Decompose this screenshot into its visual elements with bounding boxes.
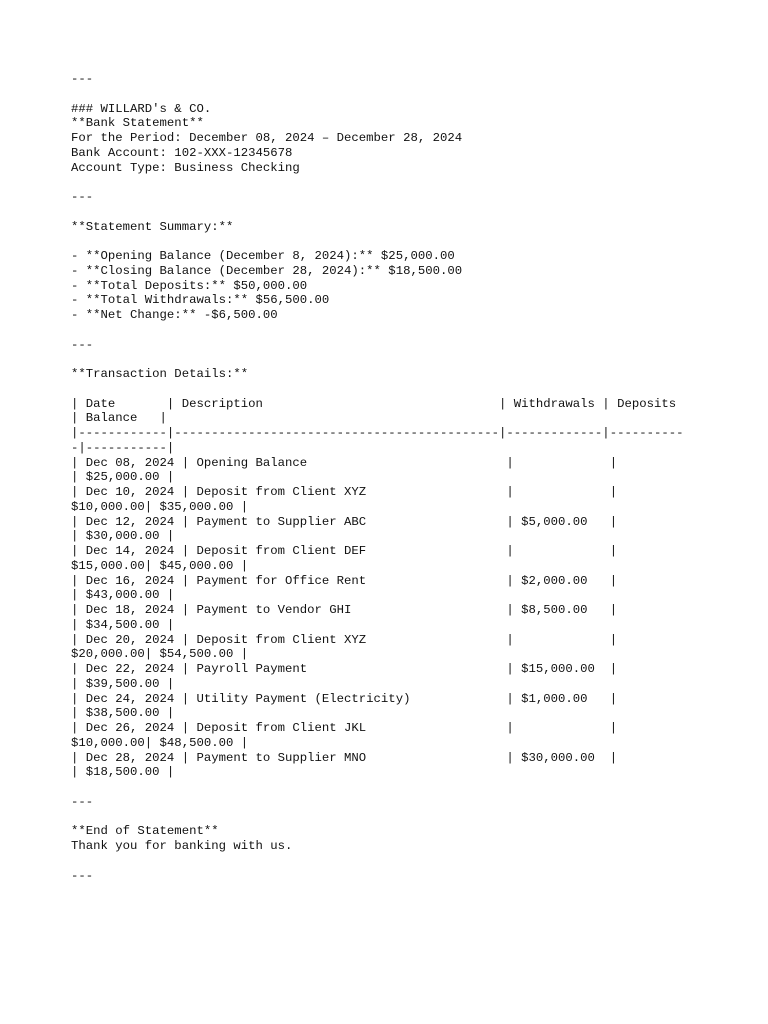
table-row-wrap: | $34,500.00 | bbox=[71, 617, 175, 632]
table-row-wrap: | $39,500.00 | bbox=[71, 676, 175, 691]
table-row-wrap: | $25,000.00 | bbox=[71, 470, 175, 485]
table-row-wrap: | $43,000.00 | bbox=[71, 588, 175, 603]
summary-item-total-withdrawals: - **Total Withdrawals:** $56,500.00 bbox=[71, 293, 330, 308]
table-row-wrap: $20,000.00| $54,500.00 | bbox=[71, 647, 249, 662]
table-divider: |------------|--------------------------------------------|-------------|---------- bbox=[71, 426, 684, 440]
table-row: | Dec 16, 2024 | Payment for Office Rent | $2,000.00 | bbox=[71, 573, 618, 588]
transactions-heading: **Transaction Details:** bbox=[71, 367, 249, 381]
table-row: | Dec 20, 2024 | Deposit from Client XYZ | | bbox=[71, 632, 618, 647]
blank-line bbox=[71, 854, 751, 869]
transaction-table bbox=[71, 397, 751, 781]
blank-line bbox=[71, 323, 751, 338]
thank-you-note: Thank you for banking with us. bbox=[71, 839, 293, 853]
table-divider-wrap: -|-----------| bbox=[71, 440, 175, 455]
summary-item-closing-balance: - **Closing Balance (December 28, 2024):** $18,500.00 bbox=[71, 263, 463, 278]
blank-line bbox=[71, 352, 751, 367]
document-title: **Bank Statement** bbox=[71, 116, 204, 131]
separator: --- bbox=[71, 337, 94, 352]
table-row: | Dec 12, 2024 | Payment to Supplier ABC | $5,000.00 | bbox=[71, 514, 618, 529]
table-header-row: | Date | Description | Withdrawals | Deposits bbox=[71, 396, 677, 411]
summary-item-total-deposits: - **Total Deposits:** $50,000.00 bbox=[71, 278, 308, 293]
table-row: | Dec 24, 2024 | Utility Payment (Electricity) | $1,000.00 | bbox=[71, 691, 618, 706]
table-row: | Dec 10, 2024 | Deposit from Client XYZ | | bbox=[71, 485, 618, 499]
separator: --- bbox=[71, 794, 94, 809]
table-row-wrap: | $30,000.00 | bbox=[71, 529, 175, 544]
summary-item-opening-balance: - **Opening Balance (December 8, 2024):** $25,000.00 bbox=[71, 249, 455, 263]
summary-list bbox=[71, 249, 751, 323]
summary-item-net-change: - **Net Change:** -$6,500.00 bbox=[71, 308, 278, 322]
blank-line bbox=[71, 234, 751, 249]
blank-line bbox=[71, 780, 751, 795]
blank-line bbox=[71, 205, 751, 220]
table-row-wrap: $15,000.00| $45,000.00 | bbox=[71, 558, 249, 573]
table-row: | Dec 26, 2024 | Deposit from Client JKL | | bbox=[71, 721, 618, 735]
table-row: | Dec 14, 2024 | Deposit from Client DEF | | bbox=[71, 544, 618, 558]
statement-period: For the Period: December 08, 2024 – December 28, 2024 bbox=[71, 131, 463, 145]
table-row: | Dec 28, 2024 | Payment to Supplier MNO | $30,000.00 | bbox=[71, 750, 618, 765]
table-row-wrap: | $38,500.00 | bbox=[71, 706, 175, 721]
blank-line bbox=[71, 382, 751, 397]
table-row-wrap: | $18,500.00 | bbox=[71, 765, 175, 780]
table-row: | Dec 22, 2024 | Payroll Payment | $15,000.00 | bbox=[71, 662, 618, 676]
separator: --- bbox=[71, 868, 94, 883]
bank-account-number: Bank Account: 102-XXX-12345678 bbox=[71, 145, 293, 160]
account-type: Account Type: Business Checking bbox=[71, 160, 300, 175]
table-header-row-wrap: | Balance | bbox=[71, 411, 167, 426]
end-of-statement: **End of Statement** bbox=[71, 824, 219, 839]
blank-line bbox=[71, 87, 751, 102]
statement-document bbox=[71, 72, 751, 883]
blank-line bbox=[71, 810, 751, 825]
table-row: | Dec 08, 2024 | Opening Balance | | bbox=[71, 455, 618, 470]
separator: --- bbox=[71, 72, 94, 86]
table-row-wrap: $10,000.00| $35,000.00 | bbox=[71, 499, 249, 514]
table-row: | Dec 18, 2024 | Payment to Vendor GHI | $8,500.00 | bbox=[71, 603, 618, 617]
company-heading: ### WILLARD's & CO. bbox=[71, 101, 212, 116]
table-row-wrap: $10,000.00| $48,500.00 | bbox=[71, 735, 249, 750]
summary-heading: **Statement Summary:** bbox=[71, 219, 234, 234]
blank-line bbox=[71, 175, 751, 190]
separator: --- bbox=[71, 190, 94, 204]
